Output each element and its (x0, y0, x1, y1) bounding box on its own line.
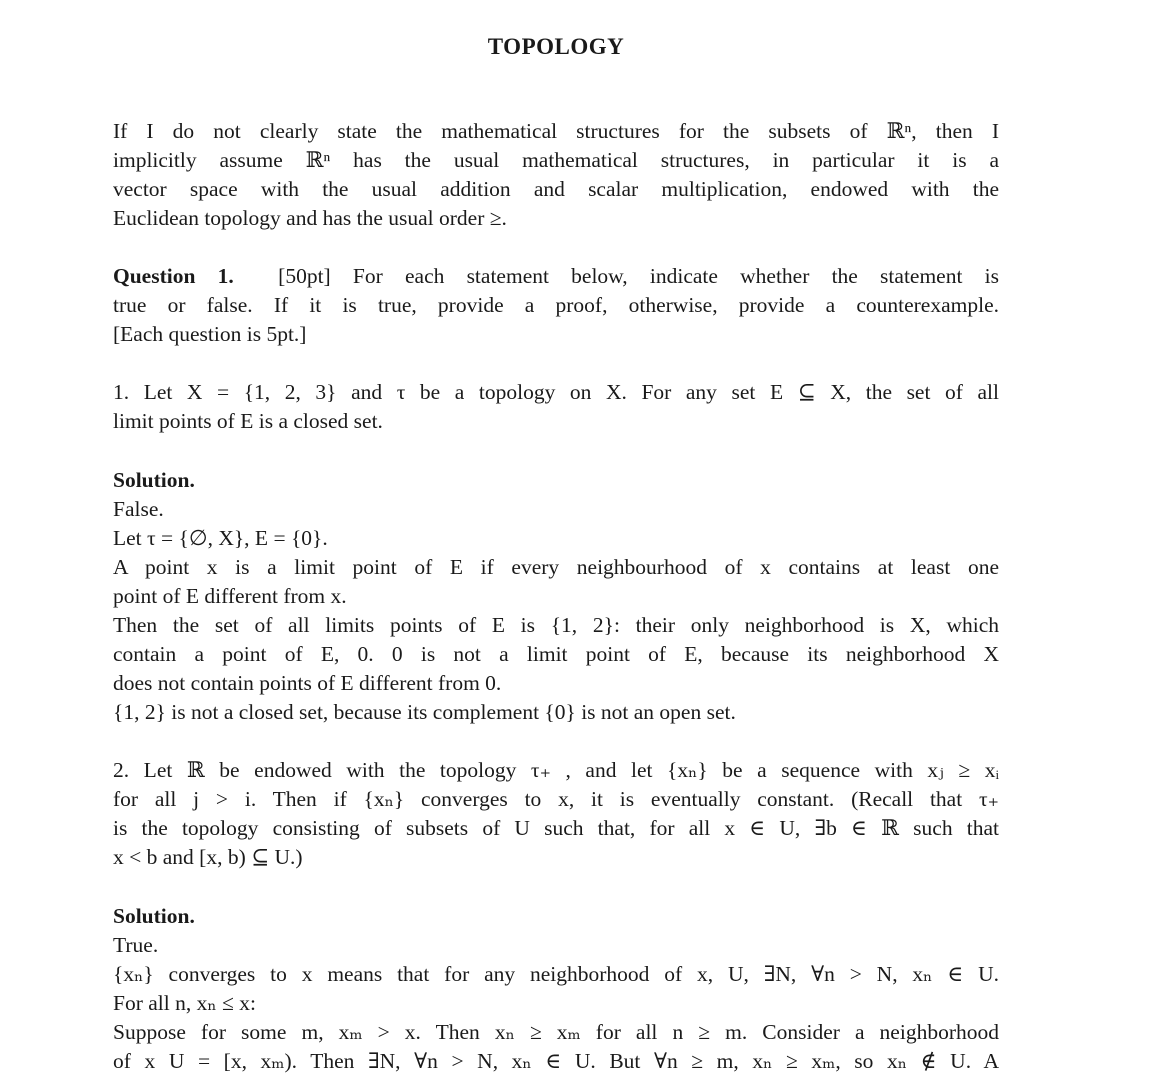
question-text: [50pt] For each statement below, indicate whether the statement is (278, 264, 999, 288)
question-line: [Each question is 5pt.] (113, 322, 307, 346)
solution-line: of x U = [x, xₘ). Then ∃N, ∀n > N, xₙ ∈ U. But ∀n ≥ m, xₙ ≥ xₘ, so xₙ ∉ U. A (113, 1049, 999, 1073)
solution-line: {xₙ} converges to x means that for any neighborhood of x, U, ∃N, ∀n > N, xₙ ∈ U. (113, 962, 999, 986)
intro-line: vector space with the usual addition and scalar multiplication, endowed with the (113, 177, 999, 201)
item1-solution (113, 466, 999, 727)
solution-line: point of E different from x. (113, 584, 347, 608)
statement-line: for all j > i. Then if {xₙ} converges to x, it is eventually constant. (Recall that τ₊ (113, 787, 999, 811)
solution-line: True. (113, 933, 159, 957)
solution-line: False. (113, 497, 164, 521)
solution-label: Solution. (113, 468, 195, 492)
solution-label: Solution. (113, 904, 195, 928)
intro-line: implicitly assume ℝⁿ has the usual mathematical structures, in particular it is a (113, 148, 999, 172)
page-title: TOPOLOGY (487, 34, 625, 59)
solution-line: Then the set of all limits points of E is {1, 2}: their only neighborhood is X, which (113, 613, 999, 637)
item2-statement (113, 756, 999, 872)
question-paragraph (113, 262, 999, 349)
question-line (113, 262, 999, 291)
question-line: true or false. If it is true, provide a proof, otherwise, provide a counterexample. (113, 293, 999, 317)
solution-line: Let τ = {∅, X}, E = {0}. (113, 526, 328, 550)
solution-line: For all n, xₙ ≤ x: (113, 991, 256, 1015)
solution-line: does not contain points of E different from 0. (113, 671, 502, 695)
item1-statement (113, 378, 999, 436)
item2-solution (113, 902, 999, 1076)
solution-line: contain a point of E, 0. 0 is not a limit point of E, because its neighborhood X (113, 642, 999, 666)
solution-line: A point x is a limit point of E if every neighbourhood of x contains at least one (113, 555, 999, 579)
question-label: Question 1. (113, 264, 234, 288)
intro-line: If I do not clearly state the mathematical structures for the subsets of ℝⁿ, then I (113, 119, 999, 143)
statement-line: limit points of E is a closed set. (113, 409, 383, 433)
intro-paragraph (113, 117, 999, 233)
statement-line: is the topology consisting of subsets of U such that, for all x ∈ U, ∃b ∈ ℝ such that (113, 816, 999, 840)
statement-line: 1. Let X = {1, 2, 3} and τ be a topology on X. For any set E ⊆ X, the set of all (113, 380, 999, 404)
solution-line: {1, 2} is not a closed set, because its complement {0} is not an open set. (113, 700, 736, 724)
solution-line: Suppose for some m, xₘ > x. Then xₙ ≥ xₘ for all n ≥ m. Consider a neighborhood (113, 1020, 999, 1044)
statement-line: 2. Let ℝ be endowed with the topology τ₊ , and let {xₙ} be a sequence with xⱼ ≥ xᵢ (113, 758, 999, 782)
statement-line: x < b and [x, b) ⊆ U.) (113, 845, 303, 869)
intro-line: Euclidean topology and has the usual order ≥. (113, 206, 507, 230)
